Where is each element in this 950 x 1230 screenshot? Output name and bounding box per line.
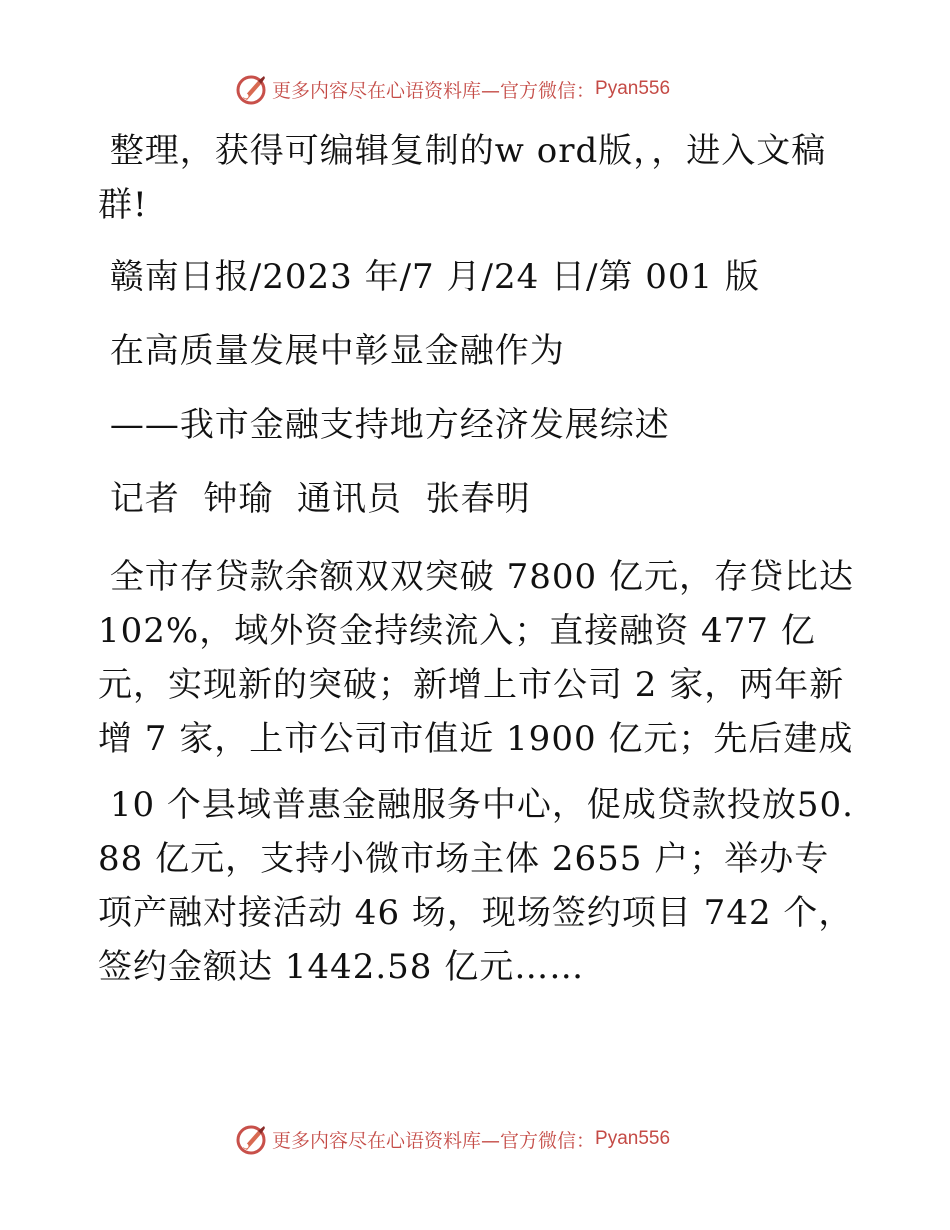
body-paragraph-1: 全市存贷款余额双双突破 7800 亿元，存贷比达102%，域外资金持续流入；直接融资 477 亿元，实现新的突破；新增上市公司 2 家，两年新增 7 家，上市公司市值近 1900 亿元；先后建成 [98, 557, 854, 759]
watermark-handle: Pyan556 [595, 78, 671, 99]
watermark-handle: Pyan556 [595, 1128, 671, 1149]
article-title: 在高质量发展中彰显金融作为 [98, 331, 565, 371]
intro-paragraph: 整理，获得可编辑复制的w ord版，，进入文稿群! [98, 131, 827, 225]
watermark-text: 更多内容尽在心语资料库—官方微信： [272, 1129, 596, 1152]
brand-logo-icon [234, 72, 268, 106]
header-watermark [234, 72, 670, 106]
document-body [98, 124, 858, 994]
byline: 记者 钟瑜 通讯员 张春明 [98, 479, 531, 519]
article-subtitle: ——我市金融支持地方经济发展综述 [98, 405, 670, 445]
watermark-text: 更多内容尽在心语资料库—官方微信： [272, 79, 596, 102]
footer-watermark [234, 1122, 670, 1156]
body-paragraph-2: 10 个县域普惠金融服务中心，促成贷款投放50.88 亿元，支持小微市场主体 2655 户；举办专项产融对接活动 46 场，现场签约项目 742 个，签约金额达 1442.58 亿元…… [98, 785, 854, 987]
source-line: 赣南日报/2023 年/7 月/24 日/第 001 版 [98, 257, 760, 297]
brand-logo-icon [234, 1122, 268, 1156]
